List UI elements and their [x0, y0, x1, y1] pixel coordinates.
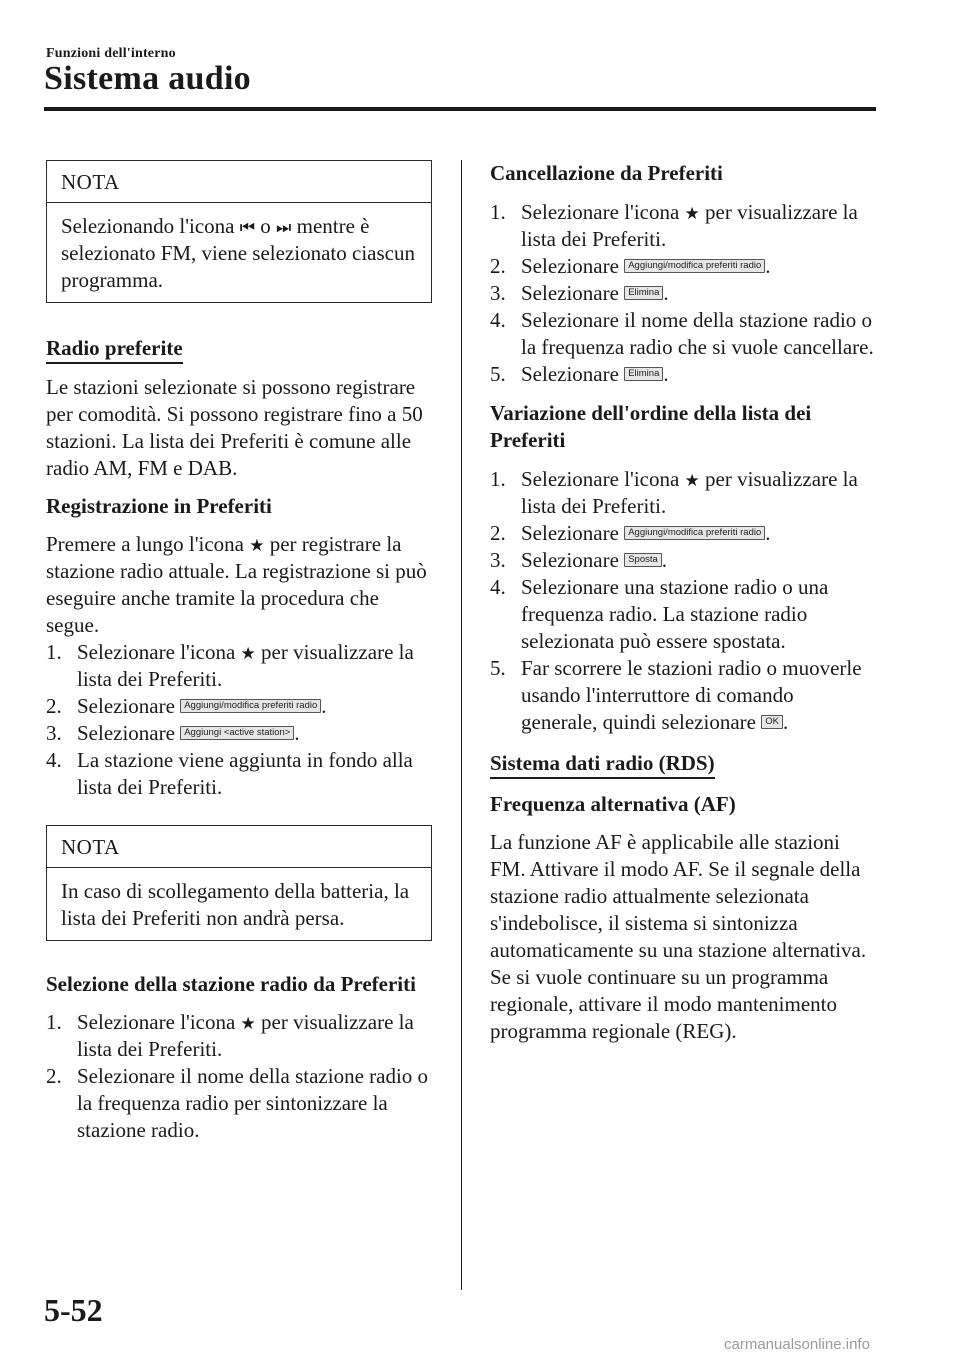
header-rule	[44, 107, 876, 111]
text: Selezionare	[521, 362, 619, 386]
text: per visualizzare la lista dei Preferiti.	[77, 640, 414, 691]
text: Selezionare il nome della stazione radio o la frequenza radio che si vuole cancellare.	[521, 308, 874, 359]
add-active-station-button[interactable]: Aggiungi <active station>	[180, 726, 294, 740]
text: per visualizzare la lista dei Preferiti.	[521, 467, 858, 518]
list-item	[490, 361, 874, 388]
text: .	[782, 710, 789, 734]
add-edit-favorites-button[interactable]: Aggiungi/modifica preferiti radio	[624, 259, 765, 273]
text: .	[294, 721, 300, 745]
step-list	[490, 199, 874, 388]
text: .	[663, 281, 669, 305]
list-item	[490, 574, 874, 655]
right-column	[490, 160, 874, 1045]
text: Far scorrere le stazioni radio o muoverle usando l'interruttore di comando generale, quindi selezionare	[521, 656, 862, 734]
text: Selezionare	[521, 521, 619, 545]
note-text: mentre è selezionato FM, viene selezionato ciascun programma.	[61, 214, 415, 292]
add-edit-favorites-button[interactable]: Aggiungi/modifica preferiti radio	[624, 526, 765, 540]
text: .	[765, 521, 771, 545]
text: Premere a lungo l'icona	[46, 532, 244, 556]
ok-button[interactable]: OK	[761, 715, 783, 729]
step-number: 4.	[46, 748, 62, 772]
list-item	[490, 199, 874, 253]
step-number: 1.	[490, 200, 506, 224]
list-item	[490, 547, 874, 574]
text: .	[661, 548, 668, 572]
step-number: 5.	[490, 362, 506, 386]
star-icon: ★	[684, 471, 700, 491]
text: per visualizzare la lista dei Preferiti.	[77, 1010, 414, 1061]
list-item	[46, 1009, 432, 1063]
paragraph: La funzione AF è applicabile alle stazioni FM. Attivare il modo AF. Se il segnale della stazione radio attualmente selezionata s'indebolisce, il sistema si sintonizza automaticamente su una stazione alternativa.	[490, 830, 867, 962]
list-item	[490, 655, 874, 736]
text: Selezionare una stazione radio o una frequenza radio. La stazione radio selezionata può essere spostata.	[521, 575, 829, 653]
note-body	[47, 203, 431, 302]
previous-track-icon: ⏮	[239, 218, 256, 238]
delete-button[interactable]: Elimina	[624, 286, 663, 300]
step-number: 2.	[46, 694, 62, 718]
text: Selezionare l'icona	[521, 200, 680, 224]
list-item	[490, 280, 874, 307]
column-divider	[461, 160, 462, 1290]
text: Selezionare	[77, 721, 175, 745]
subsection-heading: Cancellazione da Preferiti	[490, 161, 723, 185]
list-item	[46, 693, 432, 720]
step-number: 5.	[490, 656, 506, 680]
note-body: In caso di scollegamento della batteria, la lista dei Preferiti non andrà persa.	[61, 879, 410, 930]
subsection-heading: Registrazione in Preferiti	[46, 494, 272, 518]
list-item	[46, 720, 432, 747]
text: Selezionare	[521, 254, 619, 278]
step-number: 2.	[490, 254, 506, 278]
note-heading: NOTA	[47, 826, 431, 868]
subsection-heading: Variazione dell'ordine della lista dei Preferiti	[490, 401, 812, 452]
star-icon: ★	[249, 536, 265, 556]
list-item	[46, 747, 432, 801]
star-icon: ★	[240, 644, 256, 664]
step-number: 3.	[490, 548, 506, 572]
text: La stazione viene aggiunta in fondo alla lista dei Preferiti.	[77, 748, 413, 799]
star-icon: ★	[240, 1014, 256, 1034]
list-item	[46, 639, 432, 693]
note-heading: NOTA	[47, 161, 431, 203]
text: Selezionare l'icona	[521, 467, 680, 491]
next-track-icon: ⏭	[276, 218, 292, 238]
text: Selezionare il nome della stazione radio o la frequenza radio per sintonizzare la stazione radio.	[77, 1064, 429, 1142]
section-label: Funzioni dell'interno	[46, 46, 176, 61]
text: .	[765, 254, 771, 278]
paragraph: Le stazioni selezionate si possono registrare per comodità. Si possono registrare fino a 50 stazioni. La lista dei Preferiti è comune alle radio AM, FM e DAB.	[46, 375, 423, 480]
text: Selezionare	[521, 548, 619, 572]
text: .	[663, 362, 669, 386]
step-number: 4.	[490, 575, 506, 599]
step-number: 3.	[46, 721, 62, 745]
step-list	[46, 1009, 432, 1144]
list-item	[490, 466, 874, 520]
list-item	[490, 520, 874, 547]
step-list	[490, 466, 874, 736]
page-title: Sistema audio	[44, 60, 251, 97]
note-box	[46, 160, 432, 303]
text: per visualizzare la lista dei Preferiti.	[521, 200, 858, 251]
step-list	[46, 639, 432, 801]
step-number: 1.	[490, 467, 506, 491]
step-number: 1.	[46, 640, 62, 664]
step-number: 4.	[490, 308, 506, 332]
text: Selezionare l'icona	[77, 1010, 236, 1034]
paragraph: Se si vuole continuare su un programma regionale, attivare il modo mantenimento programma regionale (REG).	[490, 965, 837, 1043]
subsection-heading: Frequenza alternativa (AF)	[490, 792, 736, 816]
delete-button[interactable]: Elimina	[624, 367, 663, 381]
left-column	[46, 160, 432, 1144]
list-item	[46, 1063, 432, 1144]
text: Selezionare	[521, 281, 619, 305]
text: per registrare la stazione radio attuale. La registrazione si può eseguire anche tramite la procedura che segue.	[46, 532, 427, 637]
watermark: carmanualsonline.info	[724, 1336, 870, 1353]
paragraph	[46, 531, 432, 639]
subsection-heading: Selezione della stazione radio da Preferiti	[46, 972, 416, 996]
list-item	[490, 253, 874, 280]
section-heading: Radio preferite	[46, 336, 183, 364]
text: Selezionare	[77, 694, 175, 718]
note-text: Selezionando l'icona	[61, 214, 235, 238]
step-number: 2.	[490, 521, 506, 545]
note-text: o	[260, 214, 271, 238]
list-item	[490, 307, 874, 361]
note-box	[46, 825, 432, 941]
text: .	[321, 694, 327, 718]
step-number: 2.	[46, 1064, 62, 1088]
page-number: 5-52	[44, 1292, 103, 1328]
move-button[interactable]: Sposta	[624, 553, 662, 567]
add-edit-favorites-button[interactable]: Aggiungi/modifica preferiti radio	[180, 699, 321, 713]
text: Selezionare l'icona	[77, 640, 236, 664]
step-number: 1.	[46, 1010, 62, 1034]
section-heading: Sistema dati radio (RDS)	[490, 751, 715, 779]
step-number: 3.	[490, 281, 506, 305]
star-icon: ★	[684, 204, 700, 224]
